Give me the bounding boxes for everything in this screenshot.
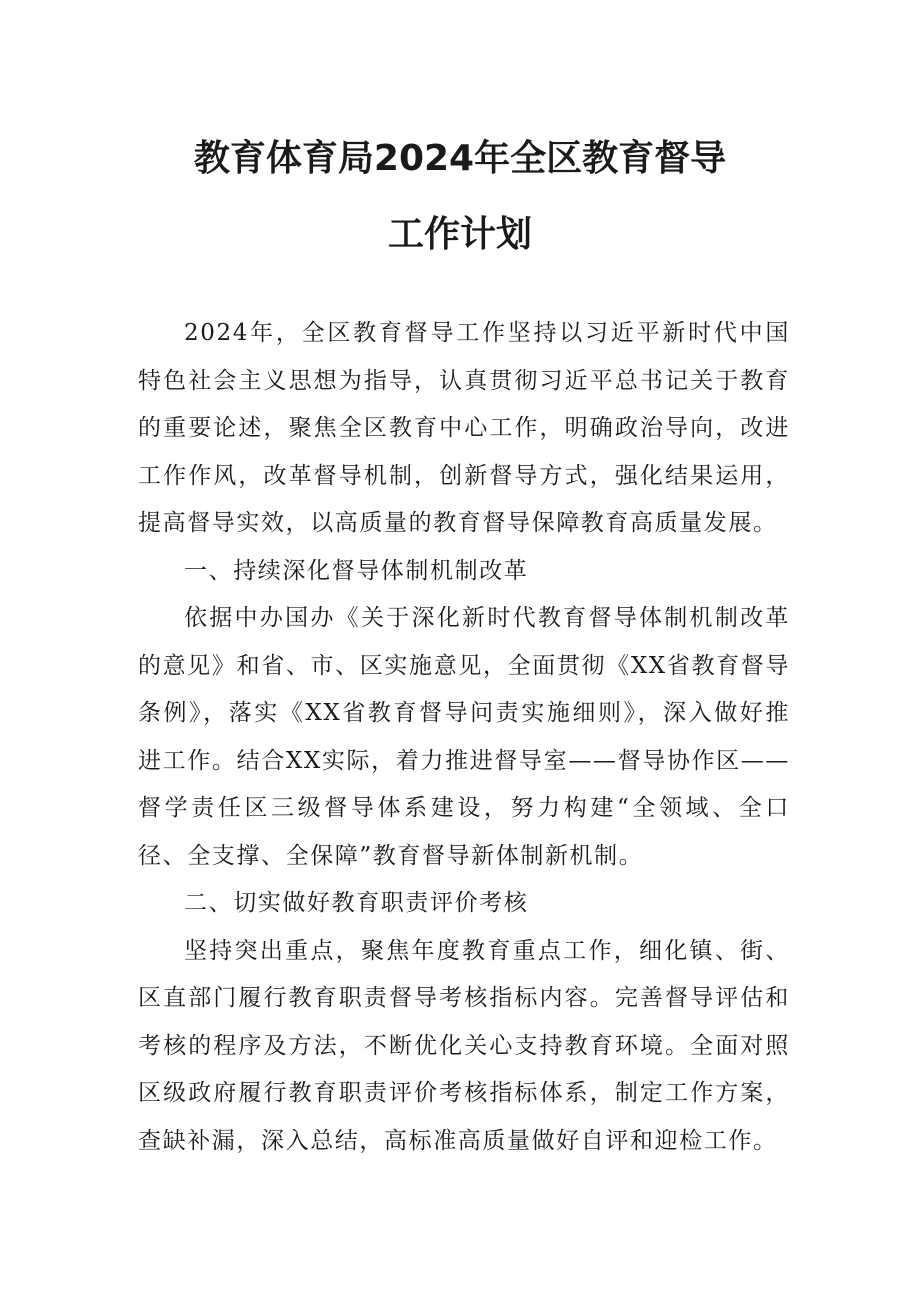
intro-paragraph: 2024年，全区教育督导工作坚持以习近平新时代中国特色社会主义思想为指导，认真贯彻习近平总书记关于教育的重要论述，聚焦全区教育中心工作，明确政治导向，改进工作作风，改革督导机制，创新督导方式，强化结果运用，提高督导实效，以高质量的教育督导保障教育高质量发展。	[138, 320, 790, 536]
section-heading-1: 一、持续深化督导体制机制改革	[184, 557, 529, 584]
section-body-2: 坚持突出重点，聚焦年度教育重点工作，细化镇、街、区直部门履行教育职责督导考核指标内容。完善督导评估和考核的程序及方法，不断优化关心支持教育环境。全面对照区级政府履行教育职责评价考核指标体系，制定工作方案，查缺补漏，深入总结，高标准高质量做好自评和迎检工作。	[138, 937, 790, 1154]
document-title-line2: 工作计划	[387, 214, 532, 255]
section-heading-2: 二、切实做好教育职责评价考核	[184, 890, 529, 916]
document-title-line1: 教育体育局2024年全区教育督导	[193, 138, 727, 179]
document-body	[138, 310, 790, 1165]
section-body-1: 依据中办国办《关于深化新时代教育督导体制机制改革的意见》和省、市、区实施意见，全面贯彻《XX省教育督导条例》，落实《XX省教育督导问责实施细则》，深入做好推进工作。结合XX实际，着力推进督导室——督导协作区——督学责任区三级督导体系建设，努力构建“全领域、全口径、全支撑、全保障”教育督导新体制新机制。	[138, 605, 790, 869]
